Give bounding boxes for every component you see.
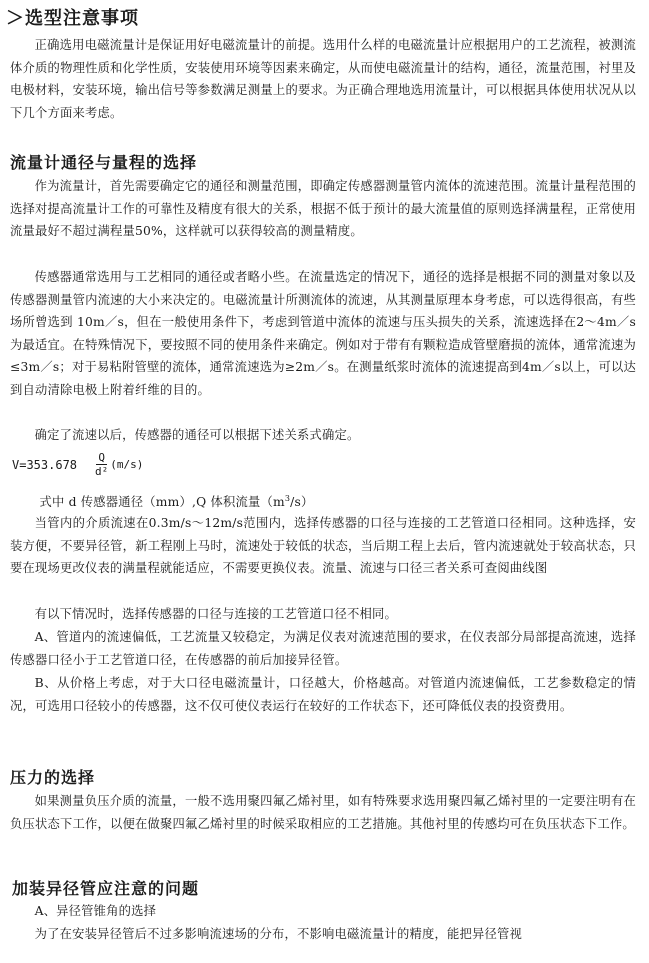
- paragraph-formula-legend: [10, 488, 636, 514]
- legend-text: 式中 d 传感器通径（mm）,Q 体积流量（m: [39, 495, 285, 510]
- paragraph-same-diameter: 当管内的介质流速在0.3m/s～12m/s范围内，选择传感器的口径与连接的工艺管道口径相同。这种选择，安装方便，不要异径管，新工程刚上马时，流速处于较低的状态，当后期工程上去后，管内流速就处于较高状态，只要在现场更改仪表的满量程就能适应，不需要更换仪表。流量、流速与口径三者关系可查阅曲线图: [10, 516, 636, 576]
- formula-fraction: [95, 451, 108, 478]
- formula-numerator: Q: [98, 451, 105, 464]
- paragraph-case-a: A、管道内的流速偏低，工艺流量又较稳定，为满足仪表对流速范围的要求，在仪表部分局部提高流速，选择传感器口径小于工艺管道口径，在传感器的前后加接异径管。: [10, 630, 636, 667]
- section-title-reducer: 加装异径管应注意的问题: [12, 879, 200, 898]
- paragraph-reducer-intro: 为了在安装异径管后不过多影响流速场的分布，不影响电磁流量计的精度，能把异径管视: [34, 927, 522, 941]
- velocity-formula: [12, 451, 143, 478]
- paragraph-case-b: B、从价格上考虑，对于大口径电磁流量计，口径越大，价格越高。对管道内流速偏低，工艺参数稳定的情况，可选用口径较小的传感器，这不仅可使仪表运行在较好的工作状态下，还可降低仪表的投资费用。: [10, 676, 636, 713]
- paragraph-diameter-range: 作为流量计，首先需要确定它的通径和测量范围，即确定传感器测量管内流体的流速范围。流量计量程范围的选择对提高流量计工作的可靠性及精度有很大的关系，根据不低于预计的最大流量值的原则选择满量程，正常使用流量最好不超过满程量50%，这样就可以获得较高的测量精度。: [10, 179, 636, 239]
- main-heading: ＞选型注意事项: [6, 8, 139, 29]
- legend-text-end: /s）: [290, 495, 314, 510]
- formula-denominator: d²: [95, 465, 109, 478]
- section-title-pressure: 压力的选择: [10, 768, 96, 787]
- legend-superscript: 3: [284, 494, 291, 503]
- paragraph-diameter-formula-intro: 确定了流速以后，传感器的通径可以根据下述关系式确定。: [34, 428, 360, 442]
- formula-lhs: V=353.678: [12, 457, 78, 472]
- paragraph-flow-velocity: 传感器通常选用与工艺相同的通径或者略小些。在流量选定的情况下，通径的选择是根据不同的测量对象以及传感器测量管内流速的大小来决定的。电磁流量计所测流体的流速，从其测量原理本身考虑，可以选得很高，有些场所曾选到 10m／s，但在一般使用条件下，考虑到管道中流体的流速与压头损失的关系，流速选择在2～4m／s为最适宜。在特殊情况下，要按照不同的使用条件来确定。例如对于带有有颗粒造成管壁磨损的流体，通常流速为≤3m／s；对于易粘附管壁的流体，通常流速选为≥2m／s。在测量纸浆时流体的流速提高到4m／s以上，可以达到自动清除电极上附着纤维的目的。: [10, 270, 636, 397]
- paragraph-different-diameter: 有以下情况时，选择传感器的口径与连接的工艺管道口径不相同。: [34, 607, 398, 621]
- intro-paragraph: 正确选用电磁流量计是保证用好电磁流量计的前提。选用什么样的电磁流量计应根据用户的工艺流程，被测流体介质的物理性质和化学性质，安装使用环境等因素来确定，从而使电磁流量计的结构，通径，流量范围，衬里及电极材料，安装环境，输出信号等参数满足测量上的要求。为正确合理地选用流量计，可以根据具体使用状况从以下几个方面来考虑。: [10, 38, 636, 120]
- formula-unit: (m/s): [110, 458, 144, 471]
- section-title-diameter-range: 流量计通径与量程的选择: [10, 153, 198, 172]
- paragraph-pressure: 如果测量负压介质的流量，一般不选用聚四氟乙烯衬里，如有特殊要求选用聚四氟乙烯衬里的一定要注明有在负压状态下工作，以便在做聚四氟乙烯衬里的时候采取相应的工艺措施。其他衬里的传感均可在负压状态下工作。: [10, 794, 636, 831]
- paragraph-reducer-angle: A、异径管锥角的选择: [34, 904, 157, 918]
